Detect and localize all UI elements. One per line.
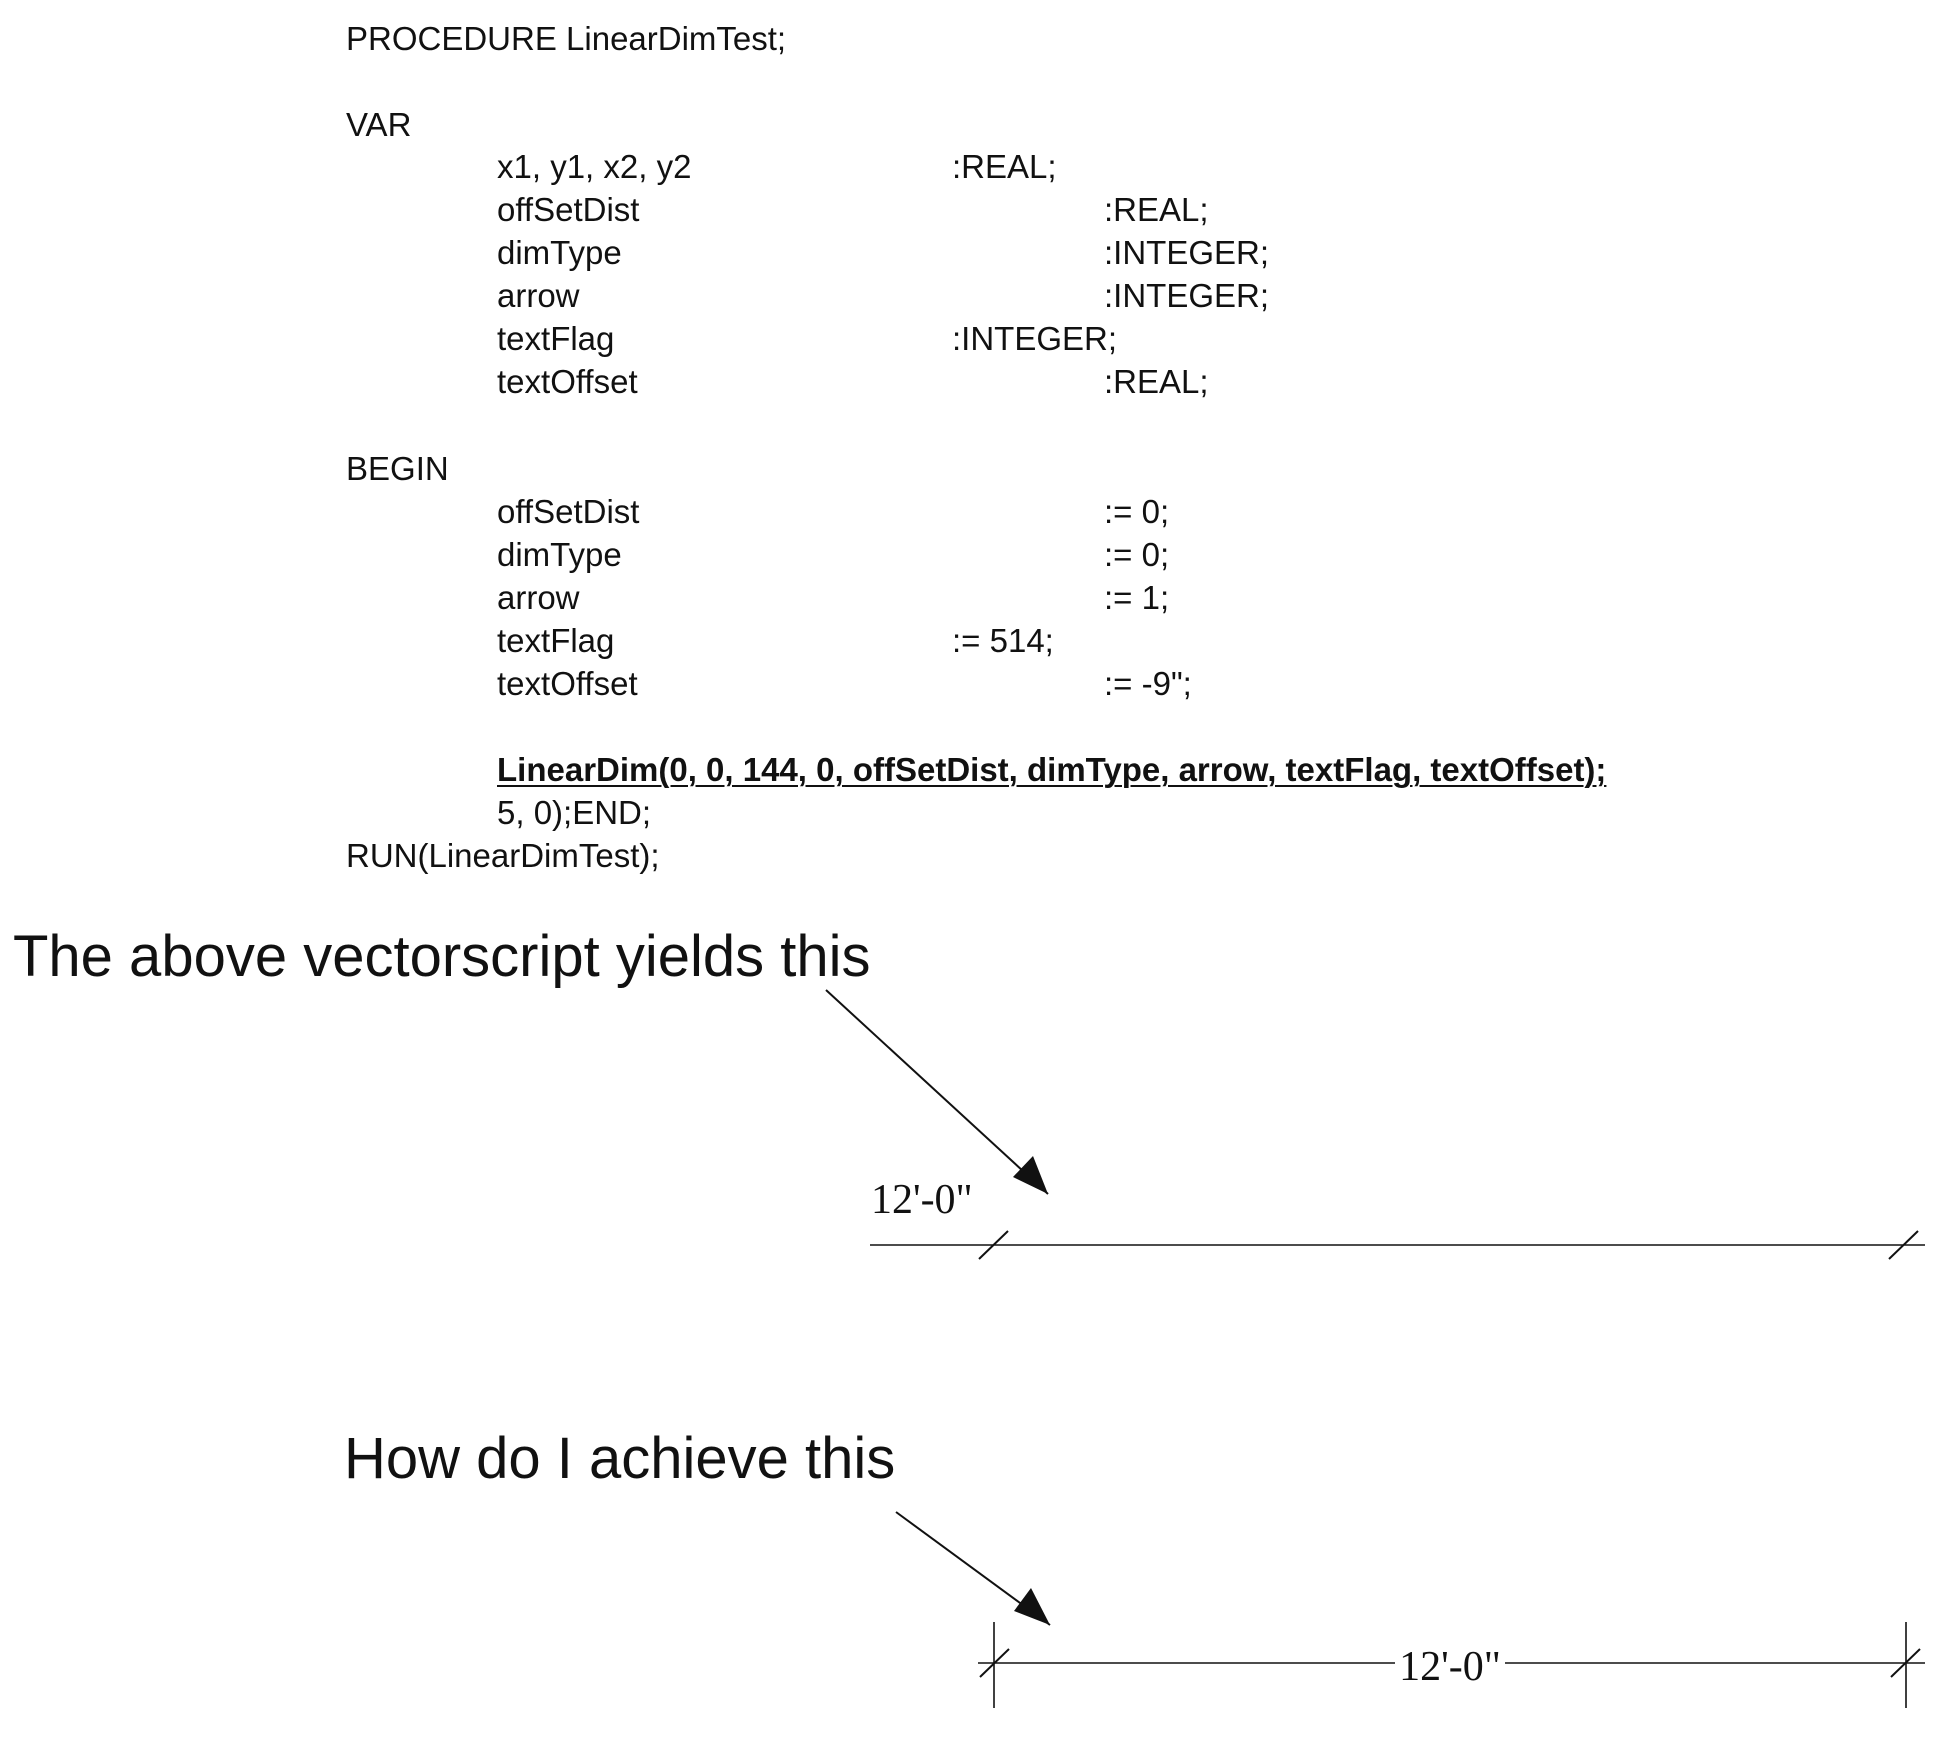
code-var-name: x1, y1, x2, y2 (497, 148, 692, 185)
code-begin-keyword: BEGIN (346, 450, 449, 487)
code-call-line: LinearDim(0, 0, 144, 0, offSetDist, dimType, arrow, textFlag, textOffset); (497, 751, 1607, 788)
caption-achieve: How do I achieve this (344, 1426, 896, 1491)
current-dimension-label: 12'-0" (871, 1177, 973, 1223)
code-assign-value: := -9"; (1104, 665, 1192, 702)
code-assign-name: offSetDist (497, 493, 640, 530)
code-assign-name: arrow (497, 579, 580, 616)
desired-pointer-arrowhead (1014, 1588, 1050, 1625)
caption-yields: The above vectorscript yields this (13, 924, 871, 989)
desired-dimension (896, 1512, 1925, 1708)
current-dimension (826, 990, 1925, 1259)
code-var-type: :REAL; (1104, 363, 1209, 400)
code-var-keyword: VAR (346, 106, 412, 143)
code-var-name: offSetDist (497, 191, 640, 228)
code-assign-value: := 1; (1104, 579, 1170, 616)
code-assign-name: textFlag (497, 622, 615, 659)
code-var-name: textOffset (497, 363, 638, 400)
code-var-type: :INTEGER; (1104, 234, 1270, 271)
current-pointer-arrow (826, 990, 1048, 1194)
code-run-line: RUN(LinearDimTest); (346, 837, 660, 874)
code-var-name: dimType (497, 234, 622, 271)
code-end-line: 5, 0);END; (497, 794, 652, 831)
code-var-type: :REAL; (1104, 191, 1209, 228)
desired-dimension-label: 12'-0" (1399, 1644, 1501, 1690)
code-assign-value: := 0; (1104, 493, 1170, 530)
code-assign-name: dimType (497, 536, 622, 573)
current-pointer-arrowhead (1013, 1156, 1048, 1194)
code-var-type: :INTEGER; (1104, 277, 1270, 314)
code-assign-value: := 0; (1104, 536, 1170, 573)
code-var-name: arrow (497, 277, 580, 314)
code-assign-value: := 514; (952, 622, 1054, 659)
code-procedure-line: PROCEDURE LinearDimTest; (346, 20, 787, 57)
code-var-type: :REAL; (952, 148, 1057, 185)
code-var-name: textFlag (497, 320, 615, 357)
code-assign-name: textOffset (497, 665, 638, 702)
code-var-type: :INTEGER; (952, 320, 1118, 357)
